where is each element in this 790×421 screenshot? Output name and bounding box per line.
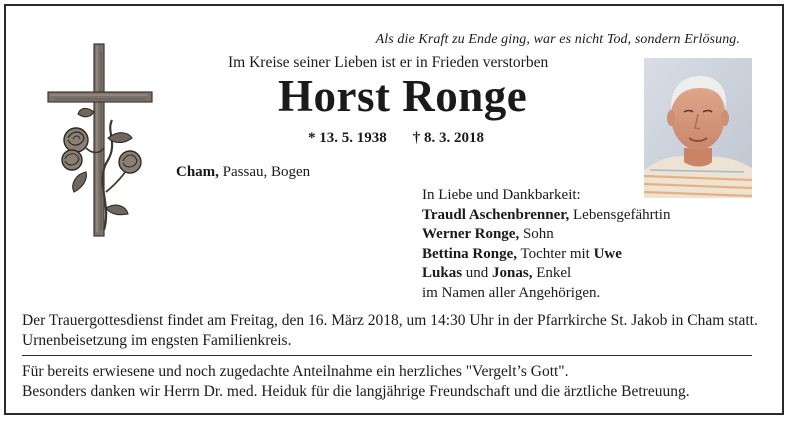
places-line bbox=[176, 164, 310, 181]
mourners-closing: im Namen aller Angehörigen. bbox=[422, 284, 601, 301]
intro-text: Im Kreise seiner Lieben ist er in Frieden verstorben bbox=[228, 54, 549, 71]
obituary-frame bbox=[4, 4, 784, 415]
life-dates bbox=[308, 130, 484, 147]
mourner-name: Lukas bbox=[422, 265, 463, 281]
death-date: † 8. 3. 2018 bbox=[412, 130, 484, 146]
thanks-line-2: Besonders danken wir Herrn Dr. med. Heiduk für die langjährige Freundschaft und die ärztliche Betreuung. bbox=[22, 383, 690, 400]
mourner-relation: Sohn bbox=[519, 226, 554, 242]
mourner-relation: Enkel bbox=[532, 265, 572, 281]
place-others: Passau, Bogen bbox=[218, 164, 311, 180]
service-notice: Der Trauergottesdienst findet am Freitag, den 16. März 2018, um 14:30 Uhr in der Pfarrkirche St. Jakob in Cham statt. Urnenbeisetzung im engsten Familienkreis. bbox=[22, 312, 758, 349]
birth-date: * 13. 5. 1938 bbox=[308, 130, 387, 146]
mourners-block bbox=[422, 186, 670, 303]
thanks-block bbox=[22, 362, 782, 402]
mourner-name: Traudl Aschenbrenner, bbox=[422, 206, 570, 223]
mourners-heading: In Liebe und Dankbarkeit: bbox=[422, 187, 581, 203]
motto-text: Als die Kraft zu Ende ging, war es nicht Tod, sondern Erlösung. bbox=[375, 32, 740, 47]
mourner-connector: und bbox=[462, 265, 493, 281]
mourner-partner-name: Uwe bbox=[593, 245, 622, 262]
place-main: Cham, bbox=[176, 164, 219, 180]
mourner-second-name: Jonas, bbox=[492, 265, 533, 281]
deceased-name: Horst Ronge bbox=[278, 71, 528, 121]
mourner-line bbox=[422, 245, 670, 265]
portrait-photo bbox=[644, 58, 752, 198]
mourner-name: Werner Ronge, bbox=[422, 226, 520, 242]
mourner-line bbox=[422, 206, 670, 226]
divider-line bbox=[22, 355, 752, 356]
thanks-line-1: Für bereits erwiesene und noch zugedachte Anteilnahme ein herzliches "Vergelt’s Gott". bbox=[22, 363, 569, 380]
mourner-name: Bettina Ronge, bbox=[422, 245, 517, 262]
mourner-line bbox=[422, 225, 670, 245]
mourner-relation: Tochter mit bbox=[517, 245, 594, 262]
mourner-relation: Lebensgefährtin bbox=[569, 206, 671, 223]
cross-with-roses-icon bbox=[46, 42, 158, 242]
mourner-line bbox=[422, 264, 670, 284]
